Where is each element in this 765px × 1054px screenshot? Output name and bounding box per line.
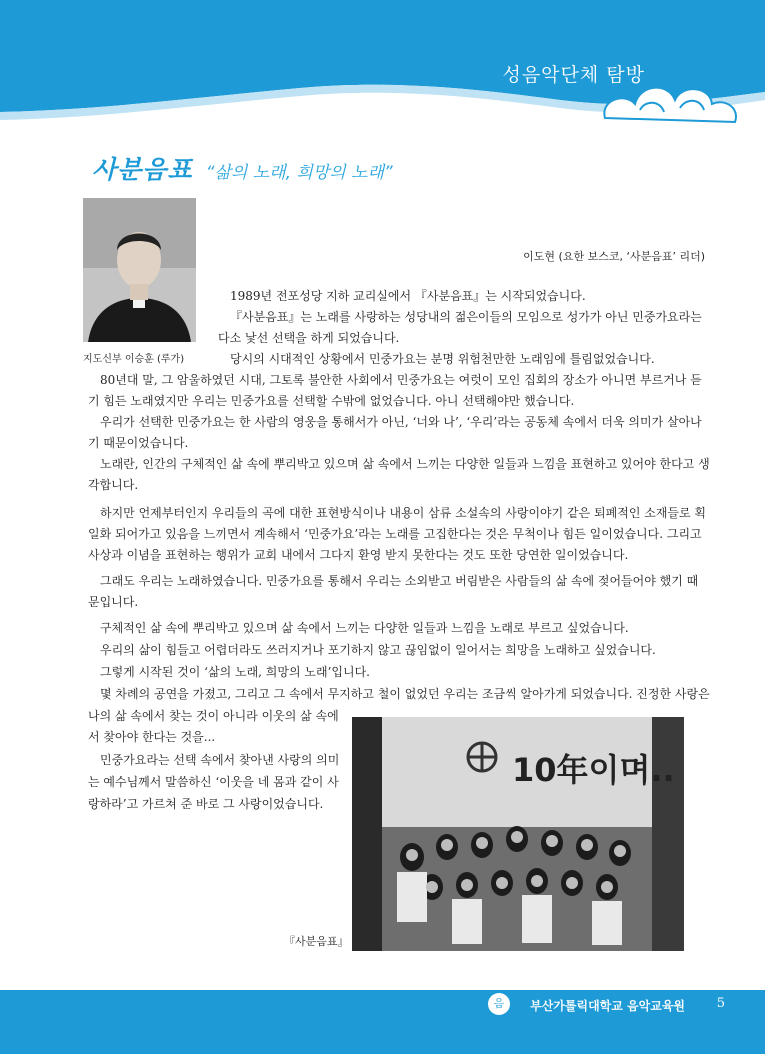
body-line: 구체적인 삶 속에 뿌리박고 있으며 삶 속에서 느끼는 다양한 일들과 느낌을 노래로 부르고 싶었습니다. xyxy=(100,621,629,635)
body-line: 다소 낯선 선택을 하게 되었습니다. xyxy=(218,331,400,345)
photo-caption: 『사분음표』 xyxy=(284,935,349,948)
body-line: 사상과 이념을 표현하는 행위가 교회 내에서 그다지 환영 받지 못한다는 것도 또한 당연한 일이었습니다. xyxy=(88,548,629,562)
page-number: 5 xyxy=(716,996,725,1011)
section-title: 성음악단체 탐방 xyxy=(502,64,645,86)
group-name: 사분음표 xyxy=(92,155,193,184)
footer-organization: 부산가톨릭대학교 음악교육원 xyxy=(530,999,685,1013)
body-line: 노래란, 인간의 구체적인 삶 속에 뿌리박고 있으며 삶 속에서 느끼는 다양한 일들과 느낌을 표현하고 있어야 한다고 생 xyxy=(100,457,710,471)
body-line: 서 찾아야 한다는 것을... xyxy=(88,730,216,744)
body-line: 우리의 삶이 힘들고 어렵더라도 쓰러지거나 포기하지 않고 끊임없이 일어서는 희망을 노래하고 싶었습니다. xyxy=(100,643,656,657)
header-wave-graphic xyxy=(0,0,765,150)
group-photo xyxy=(352,717,684,951)
body-line: 민중가요라는 선택 속에서 찾아낸 사랑의 의미 xyxy=(100,753,340,767)
photo-banner-text: 10年이며.. xyxy=(512,751,675,789)
body-line: 나의 삶 속에서 찾는 것이 아니라 이웃의 삶 속에 xyxy=(88,709,339,723)
priest-portrait-photo xyxy=(83,198,196,342)
article-headline xyxy=(92,150,393,186)
body-line: 기 힘든 노래였지만 우리는 민중가요를 선택할 수밖에 없었습니다. 아니 선택해야만 했습니다. xyxy=(88,394,575,408)
portrait-caption: 지도신부 이승훈 (루가) xyxy=(83,354,185,365)
body-line: 우리가 선택한 민중가요는 한 사람의 영웅을 통해서가 아닌, ‘너와 나’, ‘우리’라는 공동체 속에서 더욱 의미가 살아나 xyxy=(100,415,702,429)
author-credit: 이도현 (요한 보스코, ‘사분음표’ 리더) xyxy=(523,250,705,263)
body-line: 80년대 말, 그 암울하였던 시대, 그토록 불안한 사회에서 민중가요는 여럿이 모인 집회의 장소가 아니면 부르거나 듣 xyxy=(100,373,702,387)
body-line: 하지만 언제부터인지 우리들의 곡에 대한 표현방식이나 내용이 삼류 소설속의 사랑이야기 같은 퇴폐적인 소재들로 획 xyxy=(100,506,707,520)
body-line: 그래도 우리는 노래하였습니다. 민중가요를 통해서 우리는 소외받고 버림받은 사람들의 삶 속에 젖어들어야 했기 때 xyxy=(100,574,699,588)
page-header xyxy=(0,0,765,150)
school-logo-icon: 음 xyxy=(488,993,510,1015)
page-footer xyxy=(0,990,765,1054)
body-line: 기 때문이었습니다. xyxy=(88,436,189,450)
body-line: 『사분음표』는 노래를 사랑하는 성당내의 젊은이들의 모임으로 성가가 아닌 민중가요라는 xyxy=(230,310,702,324)
headline-subtitle: “삶의 노래, 희망의 노래” xyxy=(205,163,393,183)
body-line: 는 예수님께서 말씀하신 ‘이웃을 네 몸과 같이 사 xyxy=(88,775,339,789)
body-line: 당시의 시대적인 상황에서 민중가요는 분명 위험천만한 노래임에 틀림없었습니다. xyxy=(230,352,655,366)
body-line: 1989년 전포성당 지하 교리실에서 『사분음표』는 시작되었습니다. xyxy=(230,289,586,303)
body-line: 일화 되어가고 있음을 느끼면서 계속해서 ‘민중가요’라는 노래를 고집한다는 것은 무척이나 힘든 일이었습니다. 그리고 xyxy=(88,527,702,541)
body-line: 각합니다. xyxy=(88,478,139,492)
body-line: 몇 차례의 공연을 가졌고, 그리고 그 속에서 무지하고 철이 없었던 우리는 조금씩 알아가게 되었습니다. 진정한 사랑은 xyxy=(100,687,710,701)
body-line: 그렇게 시작된 것이 ‘삶의 노래, 희망의 노래’입니다. xyxy=(100,665,370,679)
body-line: 랑하라’고 가르쳐 준 바로 그 사랑이었습니다. xyxy=(88,797,324,811)
body-line: 문입니다. xyxy=(88,595,139,609)
